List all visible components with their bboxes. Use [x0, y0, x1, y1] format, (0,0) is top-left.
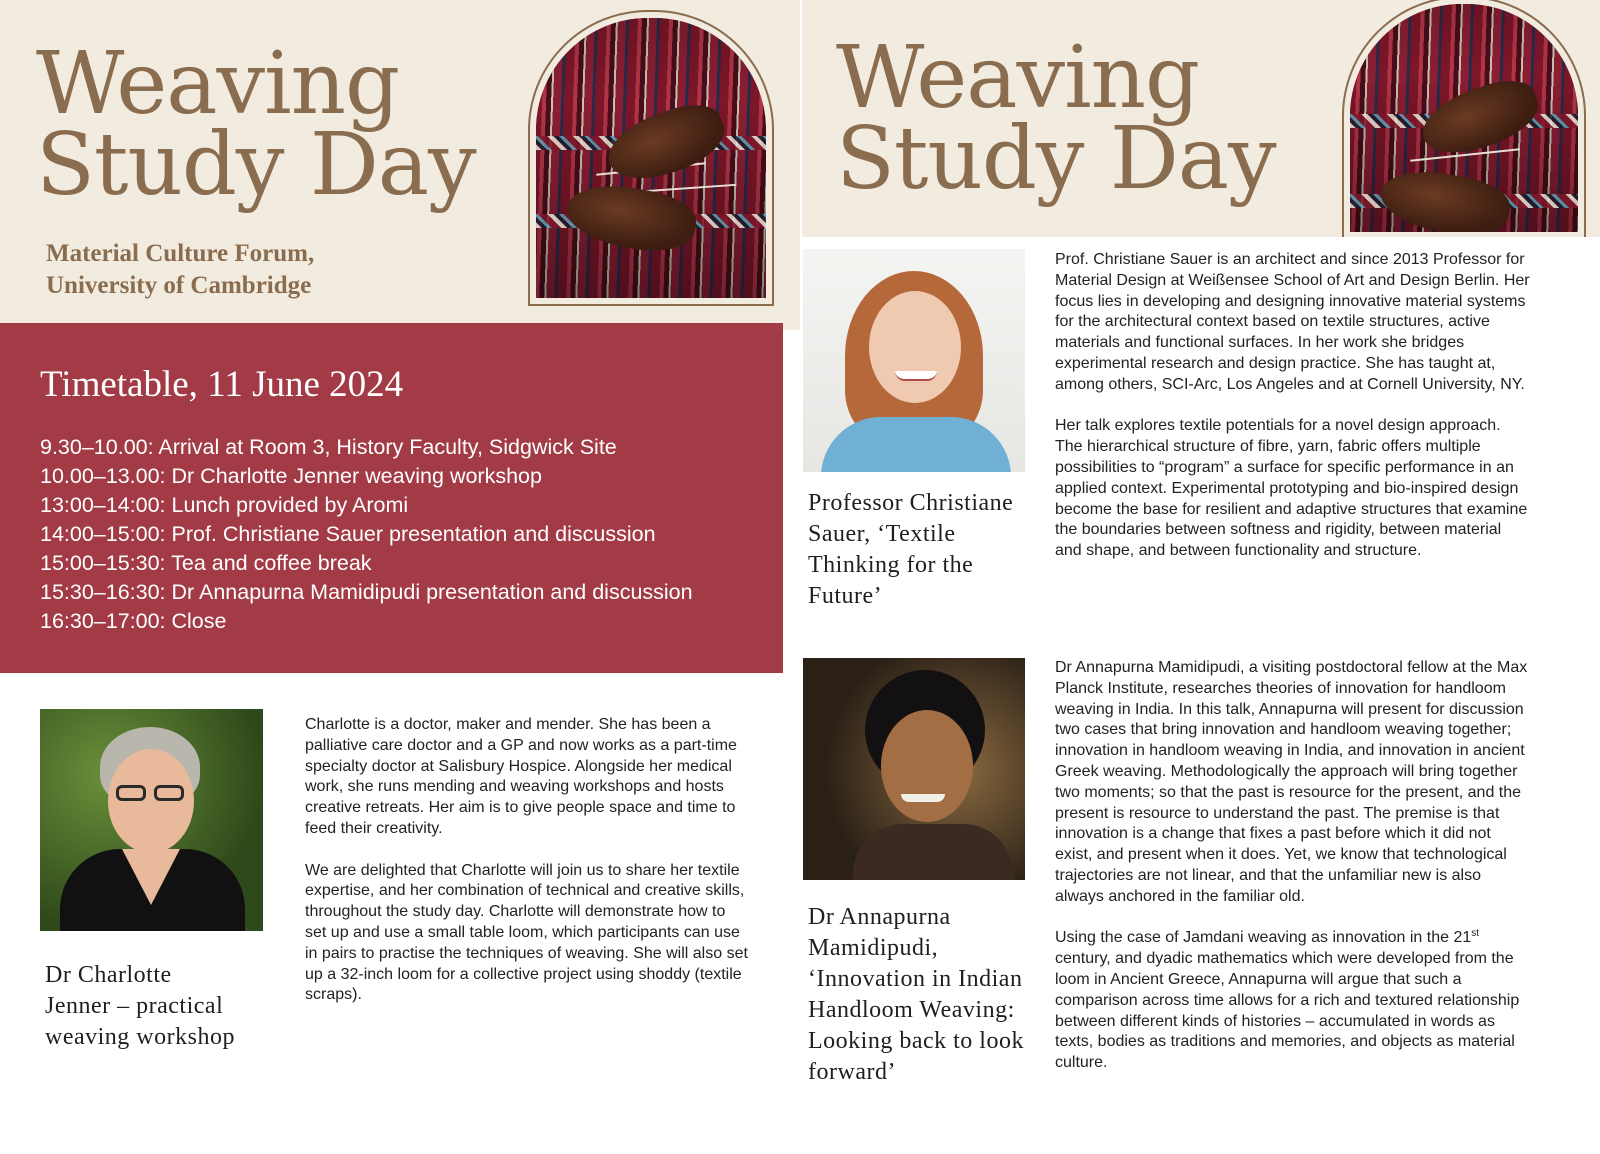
title-line-2: Study Day	[836, 108, 1276, 209]
title-line-1: Weaving	[836, 28, 1200, 128]
timetable-list	[40, 433, 693, 636]
timetable-item: 16:30–17:00: Close	[40, 609, 227, 633]
caption-line: Thinking for the	[808, 552, 974, 578]
caption-line: Professor Christiane	[808, 490, 1014, 516]
timetable-item: 13:00–14:00: Lunch provided by Aromi	[40, 493, 409, 517]
caption-line: Handloom Weaving:	[808, 997, 1015, 1023]
weaving-photo	[1350, 4, 1578, 232]
timetable-item: 15:00–15:30: Tea and coffee break	[40, 551, 372, 575]
mamidipudi-bio	[1055, 658, 1530, 1095]
caption-line: Looking back to look	[808, 1028, 1024, 1054]
bio-paragraph: Prof. Christiane Sauer is an architect and since 2013 Professor for Material Design at Weißensee School of Art and Design Berlin. Her focus lies in developing and designing innovative material systems for the architectural context based on textile structures, active materials and functional surfaces. In her work she bridges experimental research and design practice. She has taught at, among others, SCI-Arc, Los Angeles and at Cornell University, NY.	[1055, 251, 1530, 393]
bio-paragraph	[1055, 928, 1530, 1074]
charlotte-bio	[305, 715, 750, 1027]
organizer	[46, 238, 314, 302]
caption-line: weaving workshop	[45, 1024, 235, 1050]
ordinal-suffix: st	[1471, 928, 1480, 940]
bio-paragraph: Her talk explores textile potentials for a novel design approach. The hierarchical structure of fibre, yarn, fabric offers multiple possibilities to “program” a surface for specific performance in an applied context. Experimental prototyping and bio-inspired design become the base for resilient and adaptive structures that examine the boundaries between softness and rigidity, between material and shape, and between functionality and structure.	[1055, 417, 1528, 560]
timetable-item: 15:30–16:30: Dr Annapurna Mamidipudi presentation and discussion	[40, 580, 693, 604]
mamidipudi-caption	[808, 902, 1048, 1088]
caption-line: Sauer, ‘Textile	[808, 521, 956, 547]
caption-line: ‘Innovation in Indian	[808, 966, 1023, 992]
caption-line: Jenner – practical	[45, 993, 224, 1019]
organizer-line-1: Material Culture Forum,	[46, 240, 315, 267]
charlotte-caption	[45, 960, 285, 1053]
caption-line: Dr Annapurna	[808, 904, 951, 930]
caption-line: Future’	[808, 583, 883, 609]
hero-banner	[0, 0, 800, 330]
hero-banner	[802, 0, 1600, 237]
bio-text: century, and dyadic mathematics which were developed from the loom in Ancient Greece, Annapurna will argue that such a comparison across time allows for a rich and textured relationship between different kinds of histories – accumulated in words as texts, bodies as traditions and memories, and objects as material culture.	[1055, 950, 1520, 1072]
sauer-bio	[1055, 250, 1530, 583]
timetable-panel	[0, 323, 783, 673]
event-title	[36, 34, 476, 215]
timetable-item: 10.00–13.00: Dr Charlotte Jenner weaving workshop	[40, 464, 542, 488]
caption-line: Mamidipudi,	[808, 935, 939, 961]
title-line-1: Weaving	[36, 34, 400, 134]
organizer-line-2: University of Cambridge	[46, 272, 312, 299]
caption-line: Dr Charlotte	[45, 962, 172, 988]
event-title	[836, 28, 1276, 209]
weaving-photo-frame	[528, 10, 774, 306]
timetable-item: 14:00–15:00: Prof. Christiane Sauer presentation and discussion	[40, 522, 656, 546]
caption-line: forward’	[808, 1059, 896, 1085]
bio-text: Using the case of Jamdani weaving as innovation in the 21	[1055, 929, 1472, 947]
bio-paragraph: We are delighted that Charlotte will join us to share her textile expertise, and her combination of technical and creative skills, throughout the study day. Charlotte will demonstrate how to set up and use a small table loom, which participants can use in pairs to practise the techniques of weaving. She will also set up a 32-inch loom for a collective project using shoddy (textile scraps).	[305, 861, 748, 1004]
bio-paragraph: Charlotte is a doctor, maker and mender. She has been a palliative care doctor and a GP and now works as a part-time specialty doctor at Salisbury Hospice. Alongside her medical work, she runs mending and weaving workshops and hosts creative retreats. Her aim is to give people space and time to feed their creativity.	[305, 716, 737, 837]
weaving-photo	[536, 18, 766, 298]
title-line-2: Study Day	[36, 114, 476, 215]
sauer-caption	[808, 488, 1048, 612]
mamidipudi-photo	[803, 658, 1025, 880]
timetable-heading: Timetable, 11 June 2024	[40, 364, 404, 405]
timetable-item: 9.30–10.00: Arrival at Room 3, History Faculty, Sidgwick Site	[40, 435, 617, 459]
charlotte-photo	[40, 709, 263, 931]
sauer-photo	[803, 249, 1025, 472]
bio-paragraph: Dr Annapurna Mamidipudi, a visiting postdoctoral fellow at the Max Planck Institute, researches theories of innovation for handloom weaving in India. In this talk, Annapurna will present for discussion two cases that bring innovation and handloom weaving together; innovation in handloom weaving in India, and innovation in ancient Greek weaving. Methodologically the approach will bring together two moments; so that the past is resource for the present, and the present is resource to understand the past. The premise is that innovation is a change that fixes a past before which it did not exist, and present when it does. Yet, we know that technological trajectories are not linear, and that the unfamiliar new is also always anchored in the familiar old.	[1055, 659, 1528, 905]
weaving-photo-frame	[1342, 0, 1586, 237]
